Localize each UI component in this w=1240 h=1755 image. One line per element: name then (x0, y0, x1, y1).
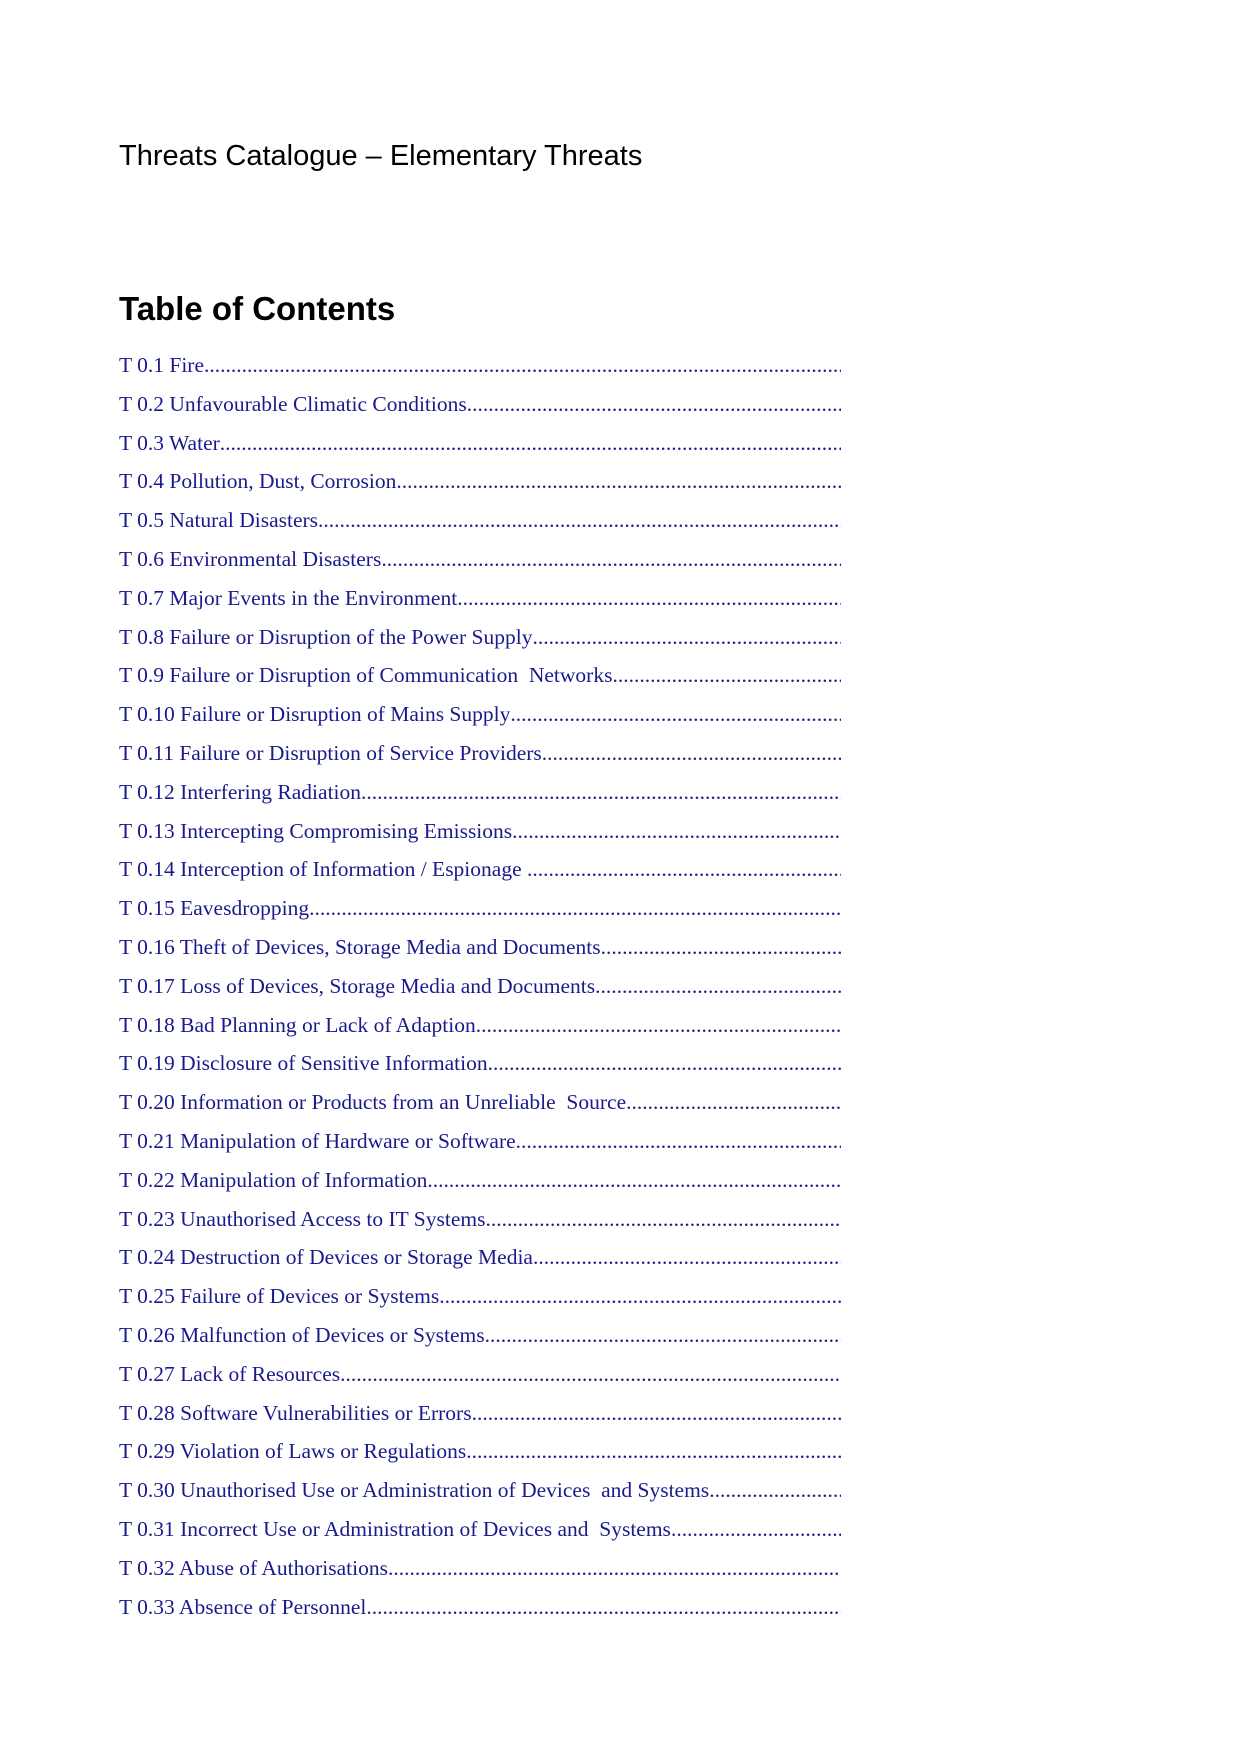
toc-dot-leader (671, 1517, 841, 1542)
toc-entry-link[interactable]: T 0.30 Unauthorised Use or Administration of Devices and Systems (119, 1478, 710, 1503)
toc-entry-link[interactable]: T 0.7 Major Events in the Environment (119, 585, 458, 610)
toc-entry-link[interactable]: T 0.9 Failure or Disruption of Communication Networks (119, 663, 613, 688)
toc-entry-link[interactable]: T 0.3 Water (119, 430, 220, 455)
toc-entry-link[interactable]: T 0.2 Unfavourable Climatic Conditions (119, 391, 467, 416)
toc-entry[interactable] (119, 1168, 841, 1207)
toc-entry[interactable] (119, 392, 841, 431)
toc-dot-leader (516, 1129, 841, 1154)
toc-dot-leader (612, 663, 841, 688)
toc-dot-leader (204, 353, 841, 378)
toc-entry[interactable] (119, 1478, 841, 1517)
toc-dot-leader (485, 1323, 841, 1348)
toc-entry-link[interactable]: T 0.18 Bad Planning or Lack of Adaption (119, 1012, 476, 1037)
toc-dot-leader (595, 974, 841, 999)
toc-entry-link[interactable]: T 0.22 Manipulation of Information (119, 1167, 428, 1192)
toc-entry[interactable] (119, 1362, 841, 1401)
toc-dot-leader (388, 1556, 841, 1581)
toc-entry[interactable] (119, 1323, 841, 1362)
toc-entry[interactable] (119, 547, 841, 586)
toc-dot-leader (439, 1284, 841, 1309)
toc-entry-link[interactable]: T 0.21 Manipulation of Hardware or Software (119, 1128, 516, 1153)
toc-entry[interactable] (119, 1245, 841, 1284)
toc-entry-link[interactable]: T 0.12 Interfering Radiation (119, 779, 362, 804)
toc-entry-link[interactable]: T 0.16 Theft of Devices, Storage Media and Documents (119, 934, 601, 959)
toc-entry-link[interactable]: T 0.5 Natural Disasters (119, 508, 319, 533)
toc-dot-leader (467, 392, 841, 417)
toc-entry[interactable] (119, 857, 841, 896)
toc-entry-link[interactable]: T 0.29 Violation of Laws or Regulations (119, 1439, 467, 1464)
toc-entry-link[interactable]: T 0.11 Failure or Disruption of Service Providers (119, 740, 542, 765)
toc-entry-link[interactable]: T 0.4 Pollution, Dust, Corrosion (119, 469, 397, 494)
toc-entry[interactable] (119, 1090, 841, 1129)
toc-entry[interactable] (119, 625, 841, 664)
toc-entry-link[interactable]: T 0.1 Fire (119, 353, 205, 377)
toc-entry[interactable] (119, 1595, 841, 1634)
table-of-contents (119, 353, 841, 1633)
toc-entry[interactable] (119, 469, 841, 508)
toc-entry-link[interactable]: T 0.13 Intercepting Compromising Emissions (119, 818, 513, 843)
document-title: Threats Catalogue – Elementary Threats (119, 140, 643, 172)
toc-dot-leader (510, 702, 841, 727)
toc-entry-link[interactable]: T 0.28 Software Vulnerabilities or Errors (119, 1400, 472, 1425)
toc-entry[interactable] (119, 1013, 841, 1052)
toc-entry-link[interactable]: T 0.25 Failure of Devices or Systems (119, 1284, 440, 1309)
toc-entry[interactable] (119, 1207, 841, 1246)
toc-dot-leader (396, 469, 841, 494)
toc-dot-leader (533, 1245, 841, 1270)
toc-entry-link[interactable]: T 0.23 Unauthorised Access to IT Systems (119, 1206, 486, 1231)
toc-entry[interactable] (119, 1129, 841, 1168)
toc-entry-link[interactable]: T 0.24 Destruction of Devices or Storage Media (119, 1245, 533, 1270)
toc-entry[interactable] (119, 586, 841, 625)
toc-dot-leader (709, 1478, 841, 1503)
toc-dot-leader (626, 1090, 841, 1115)
toc-dot-leader (309, 896, 841, 921)
toc-entry[interactable] (119, 780, 841, 819)
toc-dot-leader (488, 1051, 841, 1076)
toc-dot-leader (512, 819, 841, 844)
toc-entry[interactable] (119, 741, 841, 780)
toc-dot-leader (476, 1013, 841, 1038)
toc-entry[interactable] (119, 431, 841, 470)
toc-entry-link[interactable]: T 0.14 Interception of Information / Espionage (119, 857, 527, 882)
toc-dot-leader (427, 1168, 841, 1193)
toc-dot-leader (340, 1362, 841, 1387)
toc-dot-leader (220, 431, 841, 456)
toc-entry[interactable] (119, 353, 841, 392)
toc-dot-leader (542, 741, 841, 766)
toc-dot-leader (532, 625, 841, 650)
toc-entry-link[interactable]: T 0.27 Lack of Resources (119, 1361, 341, 1386)
toc-entry-link[interactable]: T 0.32 Abuse of Authorisations (119, 1555, 388, 1580)
toc-entry[interactable] (119, 1517, 841, 1556)
toc-dot-leader (466, 1439, 841, 1464)
toc-entry[interactable] (119, 935, 841, 974)
toc-dot-leader (485, 1207, 841, 1232)
toc-dot-leader (457, 586, 841, 611)
toc-entry[interactable] (119, 1439, 841, 1478)
toc-entry[interactable] (119, 896, 841, 935)
toc-entry-link[interactable]: T 0.15 Eavesdropping (119, 896, 310, 921)
toc-dot-leader (527, 857, 841, 882)
toc-dot-leader (472, 1401, 841, 1426)
toc-entry-link[interactable]: T 0.33 Absence of Personnel (119, 1594, 367, 1619)
toc-entry[interactable] (119, 1556, 841, 1595)
toc-entry-link[interactable]: T 0.10 Failure or Disruption of Mains Supply (119, 702, 511, 727)
toc-entry[interactable] (119, 1401, 841, 1440)
toc-entry-link[interactable]: T 0.31 Incorrect Use or Administration of Devices and Systems (119, 1516, 671, 1541)
toc-dot-leader (366, 1595, 841, 1620)
toc-entry[interactable] (119, 1284, 841, 1323)
toc-entry-link[interactable]: T 0.26 Malfunction of Devices or Systems (119, 1322, 485, 1347)
toc-entry[interactable] (119, 663, 841, 702)
toc-dot-leader (361, 780, 841, 805)
toc-entry-link[interactable]: T 0.20 Information or Products from an Unreliable Source (119, 1090, 627, 1115)
toc-entry[interactable] (119, 702, 841, 741)
toc-dot-leader (318, 508, 841, 533)
toc-heading: Table of Contents (119, 290, 396, 327)
toc-dot-leader (601, 935, 841, 960)
toc-entry-link[interactable]: T 0.6 Environmental Disasters (119, 546, 382, 571)
toc-entry[interactable] (119, 974, 841, 1013)
toc-entry-link[interactable]: T 0.17 Loss of Devices, Storage Media and Documents (119, 973, 596, 998)
toc-entry[interactable] (119, 819, 841, 858)
toc-entry[interactable] (119, 1051, 841, 1090)
toc-entry-link[interactable]: T 0.8 Failure or Disruption of the Power Supply (119, 624, 533, 649)
toc-entry-link[interactable]: T 0.19 Disclosure of Sensitive Information (119, 1051, 488, 1076)
toc-dot-leader (381, 547, 841, 572)
toc-entry[interactable] (119, 508, 841, 547)
